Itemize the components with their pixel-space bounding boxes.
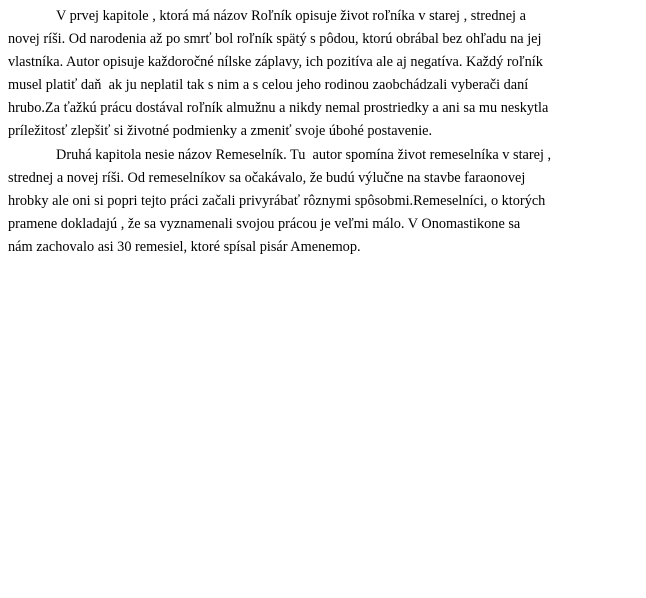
text-line: pramene dokladajú , že sa vyznamenali svojou prácou je veľmi málo. V Onomastikone sa bbox=[8, 215, 521, 232]
text-line: hrubo.Za ťažkú prácu dostával roľník almužnu a nikdy nemal prostriedky a ani sa mu neskytla bbox=[8, 100, 549, 117]
paragraph-rolnik bbox=[8, 5, 626, 144]
text-line: Druhá kapitola nesie názov Remeselník. Tu autor spomína život remeselníka v starej , bbox=[56, 146, 552, 163]
text-line: nám zachovalo asi 30 remesiel, ktoré spísal pisár Amenemop. bbox=[8, 238, 361, 255]
paragraph-remeselnik bbox=[8, 144, 626, 259]
text-line: V prvej kapitole , ktorá má názov Roľník opisuje život roľníka v starej , strednej a bbox=[56, 8, 526, 24]
text-line: musel platiť daň ak ju neplatil tak s nim a s celou jeho rodinou zaobchádzali vyberači daní bbox=[8, 77, 529, 94]
text-line: hrobky ale oni si popri tejto práci začali privyrábať rôznymi spôsobmi.Remeselníci, o ktorých bbox=[8, 192, 546, 209]
text-line: novej ríši. Od narodenia až po smrť bol roľník spätý s pôdou, ktorú obrábal bez ohľadu na jej bbox=[8, 31, 542, 48]
document-body bbox=[8, 5, 626, 259]
text-line: vlastníka. Autor opisuje každoročné nílske záplavy, ich pozitíva ale aj negatíva. Každý roľník bbox=[8, 54, 543, 71]
text-line: príležitosť zlepšiť si životné podmienky a zmeniť svoje úbohé postavenie. bbox=[8, 123, 433, 140]
text-line: strednej a novej ríši. Od remeselníkov sa očakávalo, že budú výlučne na stavbe faraonovej bbox=[8, 169, 526, 186]
